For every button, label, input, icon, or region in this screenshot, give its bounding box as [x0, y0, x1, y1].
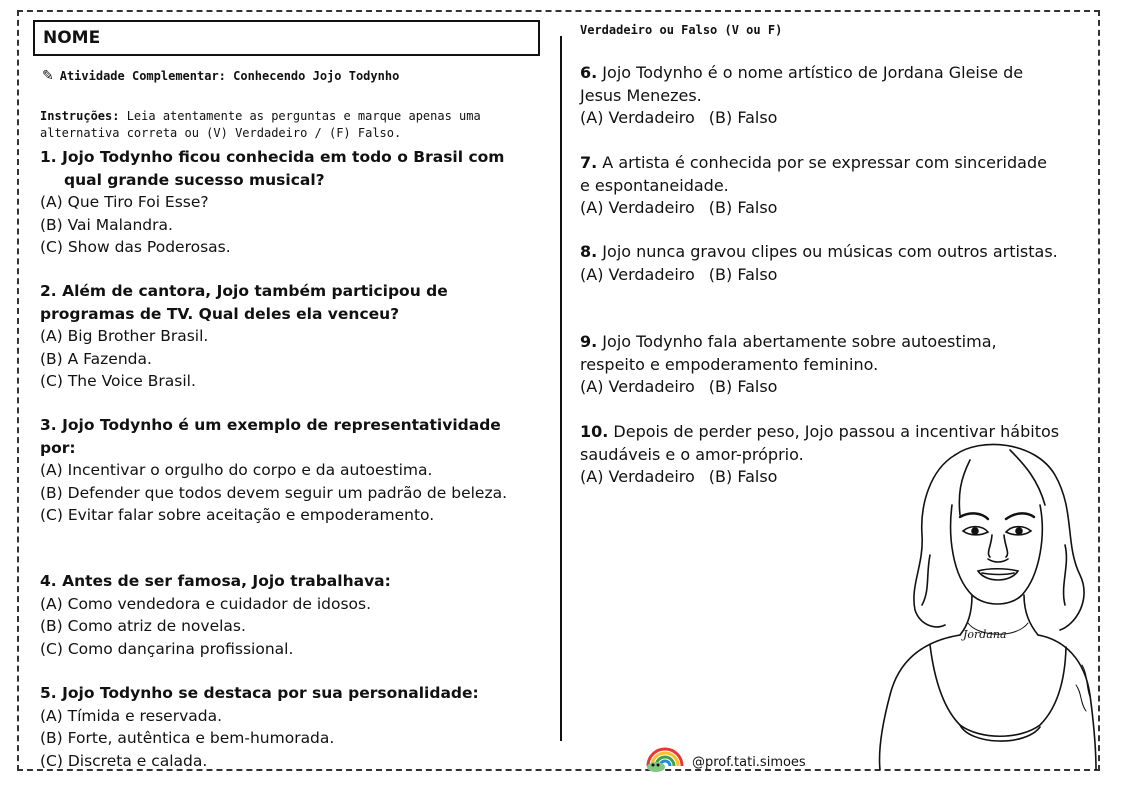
tf-options [580, 197, 1060, 220]
true-false-heading: Verdadeiro ou Falso (V ou F) [580, 23, 783, 37]
portrait-illustration [860, 435, 1100, 770]
question-2-title-cont: programas de TV. Qual deles ela venceu? [40, 304, 400, 323]
option-false[interactable]: (B) Falso [708, 108, 778, 127]
tf-question-7 [580, 152, 1060, 220]
question-1-title: 1. Jojo Todynho ficou conhecida em todo o Brasil com [40, 148, 505, 166]
instructions-label: Instruções: [40, 109, 120, 123]
shoulder-right [1038, 635, 1096, 770]
tf-question-text: 7. A artista é conhecida por se expressar com sinceridade e espontaneidade. [580, 153, 1047, 195]
name-label: NOME [43, 28, 101, 48]
option-true[interactable]: (A) Verdadeiro [580, 377, 695, 396]
option-true[interactable]: (A) Verdadeiro [580, 467, 695, 486]
option[interactable]: (B) A Fazenda. [40, 349, 152, 368]
tf-question-text: 8. Jojo nunca gravou clipes ou músicas com outros artistas. [580, 242, 1058, 261]
hair-left [914, 455, 955, 627]
tf-options [580, 107, 1060, 130]
option[interactable]: (A) Big Brother Brasil. [40, 327, 209, 345]
question-3-title-cont: por: [40, 438, 76, 457]
question-2 [40, 280, 550, 393]
author-handle: @prof.tati.simoes [692, 755, 806, 770]
instructions-text: Leia atentamente as perguntas e marque apenas uma alternativa correta ou (V) Verdadeiro / (F) Falso. [40, 109, 481, 140]
brand-logo [642, 730, 688, 774]
tf-options [580, 264, 1060, 287]
activity-title: Atividade Complementar: Conhecendo Jojo Todynho [59, 69, 400, 83]
column-divider [560, 36, 562, 741]
question-1 [40, 146, 550, 259]
tf-question-text: 10. Depois de perder peso, Jojo passou a incentivar hábitos saudáveis e o amor-próprio. [580, 422, 1060, 464]
option[interactable]: (B) Defender que todos devem seguir um padrão de beleza. [40, 483, 508, 502]
necklace-text: Jordana [963, 628, 1007, 641]
tf-question-6 [580, 62, 1060, 130]
option-false[interactable]: (B) Falso [708, 264, 778, 284]
option[interactable]: (A) Que Tiro Foi Esse? [40, 193, 209, 211]
option-true[interactable]: (A) Verdadeiro [580, 264, 695, 284]
tf-question-text: 9. Jojo Todynho fala abertamente sobre autoestima, respeito e empoderamento feminino. [580, 332, 997, 374]
question-2-title: 2. Além de cantora, Jojo também participou de [40, 282, 448, 300]
name-field[interactable] [33, 20, 540, 56]
question-3-title: 3. Jojo Todynho é um exemplo de representatividade [40, 416, 501, 434]
tf-options [580, 376, 1060, 399]
option[interactable]: (C) The Voice Brasil. [40, 372, 196, 390]
tf-question-text: 6. Jojo Todynho é o nome artístico de Jordana Gleise de Jesus Menezes. [580, 63, 1024, 105]
option-true[interactable]: (A) Verdadeiro [580, 198, 695, 217]
option[interactable]: (A) Tímida e reservada. [40, 706, 223, 725]
option[interactable]: (C) Show das Poderosas. [40, 238, 231, 256]
activity-title-row [42, 68, 399, 84]
tf-question-9 [580, 331, 1060, 399]
question-4-title: 4. Antes de ser famosa, Jojo trabalhava: [40, 572, 391, 590]
question-3 [40, 414, 550, 527]
option[interactable]: (A) Como vendedora e cuidador de idosos. [40, 594, 372, 613]
option[interactable]: (C) Discreta e calada. [40, 751, 208, 770]
tf-question-8 [580, 241, 1060, 286]
option[interactable]: (A) Incentivar o orgulho do corpo e da autoestima. [40, 461, 433, 479]
question-5 [40, 682, 550, 772]
option-false[interactable]: (B) Falso [708, 198, 778, 217]
option[interactable]: (C) Evitar falar sobre aceitação e empoderamento. [40, 506, 435, 524]
shoulder-left [879, 635, 960, 770]
option[interactable]: (B) Como atriz de novelas. [40, 617, 246, 635]
option[interactable]: (B) Vai Malandra. [40, 215, 173, 234]
option-false[interactable]: (B) Falso [708, 377, 778, 396]
option-true[interactable]: (A) Verdadeiro [580, 108, 695, 127]
question-4 [40, 570, 550, 660]
question-5-title: 5. Jojo Todynho se destaca por sua personalidade: [40, 684, 479, 702]
option[interactable]: (C) Como dançarina profissional. [40, 639, 294, 658]
pencil-icon: ✎ [42, 68, 54, 84]
instructions [40, 108, 545, 142]
option-false[interactable]: (B) Falso [708, 467, 778, 486]
option[interactable]: (B) Forte, autêntica e bem-humorada. [40, 729, 335, 747]
face-outline [951, 505, 1043, 604]
question-1-title-cont: qual grande sucesso musical? [64, 170, 325, 189]
